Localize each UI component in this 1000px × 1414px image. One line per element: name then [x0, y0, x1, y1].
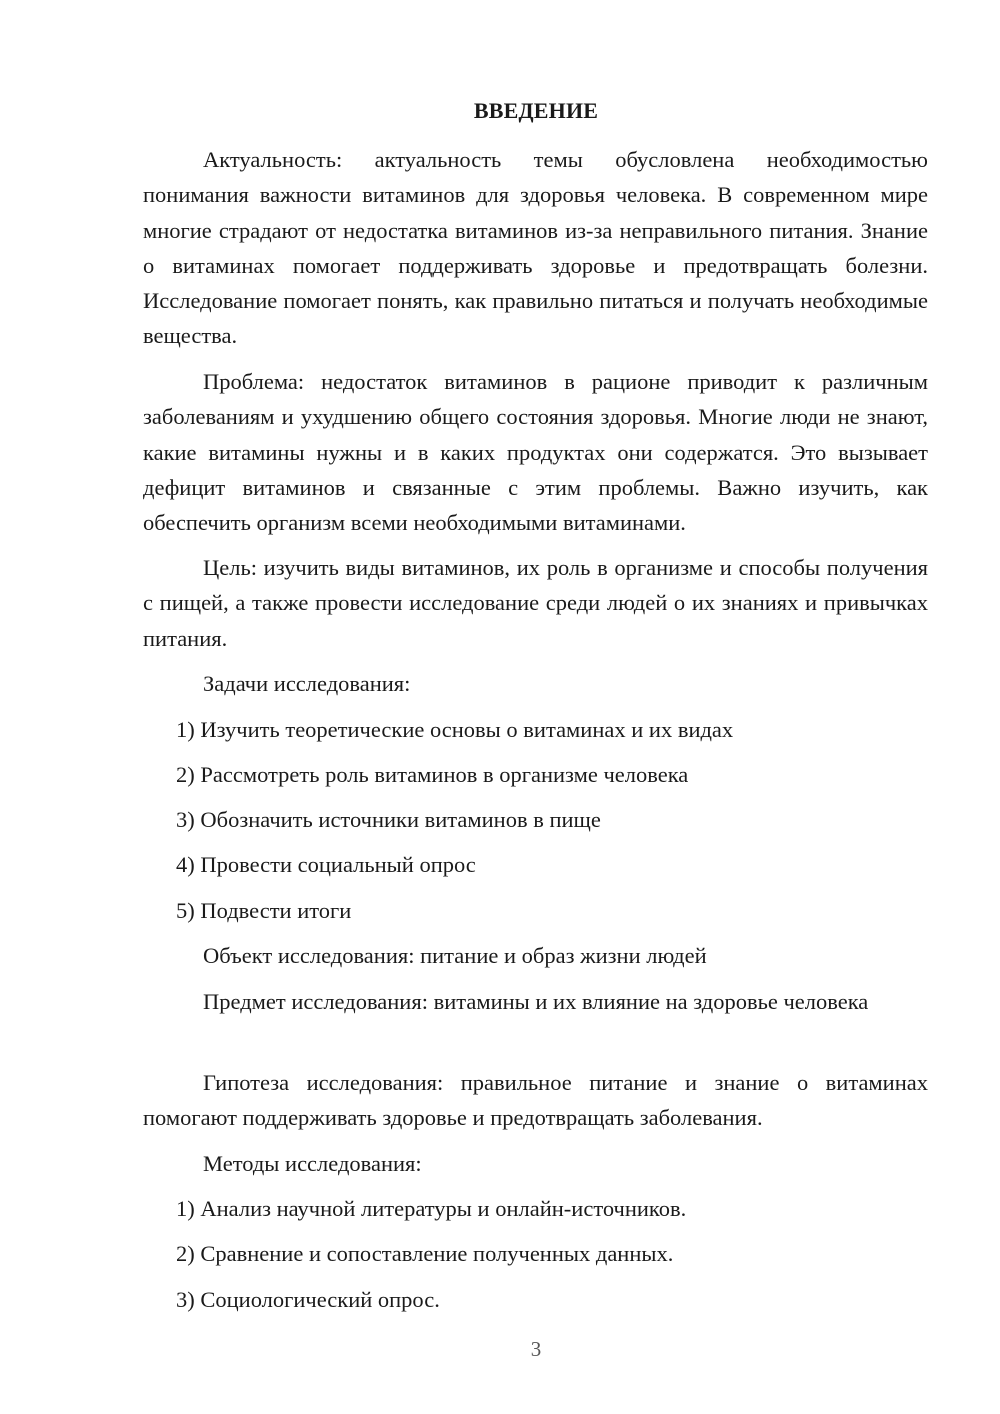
methods-heading: Методы исследования:: [203, 1151, 422, 1176]
goal-paragraph: Цель: изучить виды витаминов, их роль в организме и способы получения с пищей, а также провести исследование среди людей о их знаниях и привычках питания.: [143, 555, 928, 651]
method-item: 1) Анализ научной литературы и онлайн-источников.: [176, 1196, 687, 1221]
problem-paragraph: Проблема: недостаток витаминов в рационе приводит к различным заболеваниям и ухудшению общего состояния здоровья. Многие люди не знают, какие витамины нужны и в каких продуктах они содержатся. Это вызывает дефицит витаминов и связанные с этим проблемы. Важно изучить, как обеспечить организм всеми необходимыми витаминами.: [143, 369, 928, 536]
relevance-paragraph: Актуальность: актуальность темы обусловлена необходимостью понимания важности витаминов для здоровья человека. В современном мире многие страдают от недостатка витаминов из-за неправильного питания. Знание о витаминах помогает поддерживать здоровье и предотвращать болезни. Исследование помогает понять, как правильно питаться и получать необходимые вещества.: [143, 147, 928, 349]
tasks-heading: Задачи исследования:: [203, 671, 411, 696]
object-line: Объект исследования: питание и образ жизни людей: [203, 943, 707, 968]
task-item: 4) Провести социальный опрос: [176, 852, 476, 877]
task-item: 1) Изучить теоретические основы о витаминах и их видах: [176, 717, 734, 742]
task-item: 3) Обозначить источники витаминов в пище: [176, 807, 601, 832]
method-item: 2) Сравнение и сопоставление полученных данных.: [176, 1241, 674, 1266]
task-item: 2) Рассмотреть роль витаминов в организме человека: [176, 762, 689, 787]
hypothesis-paragraph: Гипотеза исследования: правильное питание и знание о витаминах помогают поддерживать здоровье и предотвращать заболевания.: [143, 1070, 928, 1131]
subject-paragraph: Предмет исследования: витамины и их влияние на здоровье человека: [203, 989, 869, 1014]
page-title: ВВЕДЕНИЕ: [473, 98, 599, 123]
method-item: 3) Социологический опрос.: [176, 1287, 440, 1312]
page-number: 3: [530, 1337, 542, 1361]
task-item: 5) Подвести итоги: [176, 898, 352, 923]
